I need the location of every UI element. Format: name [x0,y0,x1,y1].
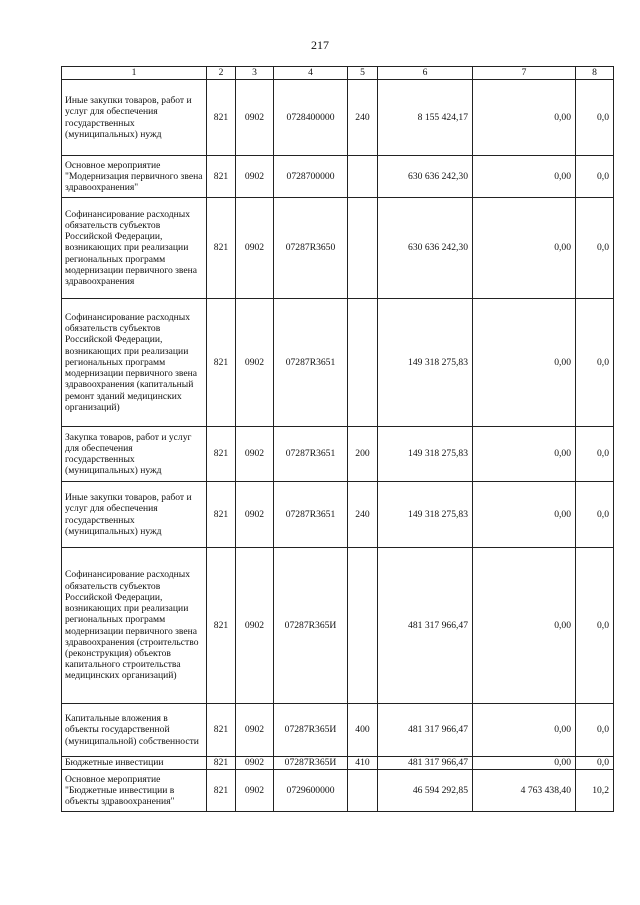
row-percent: 0,0 [576,299,614,427]
row-amount-plan: 8 155 424,17 [378,80,473,156]
row-description: Основное мероприятие "Модернизация первичного звена здравоохранения" [62,156,207,198]
row-amount-plan: 46 594 292,85 [378,770,473,812]
row-code-chapter: 821 [207,156,236,198]
row-code-type: 240 [348,482,378,548]
header-col-7: 7 [473,67,576,80]
row-description: Софинансирование расходных обязательств субъектов Российской Федерации, возникающих при реализации региональных программ модернизации первичного звена здравоохранения (строительство (реконструкция) объектов капитального строительства медицинских организаций) [62,548,207,704]
row-description: Софинансирование расходных обязательств субъектов Российской Федерации, возникающих при реализации региональных программ модернизации первичного звена здравоохранения [62,198,207,299]
row-percent: 0,0 [576,757,614,770]
row-amount-plan: 481 317 966,47 [378,704,473,757]
row-code-section: 0902 [236,198,274,299]
row-code-target: 07287R3650 [274,198,348,299]
row-percent: 0,0 [576,427,614,482]
row-amount-plan: 630 636 242,30 [378,156,473,198]
row-code-target: 07287R365И [274,704,348,757]
row-code-type: 200 [348,427,378,482]
row-code-chapter: 821 [207,80,236,156]
row-code-type [348,198,378,299]
row-amount-done: 0,00 [473,548,576,704]
row-percent: 0,0 [576,548,614,704]
row-description: Основное мероприятие "Бюджетные инвестиции в объекты здравоохранения" [62,770,207,812]
row-code-chapter: 821 [207,770,236,812]
page-number: 217 [311,38,329,52]
row-amount-plan: 149 318 275,83 [378,427,473,482]
row-description: Софинансирование расходных обязательств субъектов Российской Федерации, возникающих при реализации региональных программ модернизации первичного звена здравоохранения (капитальный ремонт зданий медицинских организаций) [62,299,207,427]
table-row [62,80,614,156]
row-code-type: 400 [348,704,378,757]
row-amount-plan: 481 317 966,47 [378,548,473,704]
row-description: Закупка товаров, работ и услуг для обеспечения государственных (муниципальных) нужд [62,427,207,482]
header-col-1: 1 [62,67,207,80]
table-row [62,427,614,482]
header-col-3: 3 [236,67,274,80]
row-code-section: 0902 [236,156,274,198]
row-code-chapter: 821 [207,482,236,548]
row-code-type [348,156,378,198]
row-amount-done: 0,00 [473,427,576,482]
row-code-target: 07287R3651 [274,482,348,548]
row-amount-done: 0,00 [473,757,576,770]
row-description: Капитальные вложения в объекты государственной (муниципальной) собственности [62,704,207,757]
row-code-section: 0902 [236,299,274,427]
row-code-target: 0729600000 [274,770,348,812]
row-percent: 0,0 [576,482,614,548]
row-description: Иные закупки товаров, работ и услуг для обеспечения государственных (муниципальных) нужд [62,482,207,548]
budget-table [61,66,614,812]
row-code-type [348,770,378,812]
row-code-chapter: 821 [207,198,236,299]
table-row [62,482,614,548]
row-code-chapter: 821 [207,548,236,704]
row-percent: 0,0 [576,80,614,156]
row-code-target: 07287R3651 [274,427,348,482]
row-amount-plan: 481 317 966,47 [378,757,473,770]
table-row [62,299,614,427]
row-amount-done: 0,00 [473,704,576,757]
row-code-section: 0902 [236,770,274,812]
row-code-target: 07287R3651 [274,299,348,427]
header-col-6: 6 [378,67,473,80]
row-amount-done: 4 763 438,40 [473,770,576,812]
row-amount-plan: 149 318 275,83 [378,299,473,427]
table-row [62,548,614,704]
row-code-target: 07287R365И [274,548,348,704]
row-code-chapter: 821 [207,704,236,757]
row-code-target: 07287R365И [274,757,348,770]
row-code-section: 0902 [236,704,274,757]
row-percent: 0,0 [576,704,614,757]
row-code-type: 410 [348,757,378,770]
row-code-section: 0902 [236,482,274,548]
header-col-4: 4 [274,67,348,80]
row-code-target: 0728700000 [274,156,348,198]
table-row [62,156,614,198]
row-code-type [348,548,378,704]
row-code-section: 0902 [236,757,274,770]
table-row [62,770,614,812]
row-amount-done: 0,00 [473,482,576,548]
row-code-target: 0728400000 [274,80,348,156]
header-row [62,67,614,80]
table-row [62,198,614,299]
row-percent: 0,0 [576,156,614,198]
row-description: Бюджетные инвестиции [62,757,207,770]
row-code-type [348,299,378,427]
header-col-8: 8 [576,67,614,80]
row-percent: 10,2 [576,770,614,812]
row-code-chapter: 821 [207,299,236,427]
row-code-chapter: 821 [207,757,236,770]
row-description: Иные закупки товаров, работ и услуг для обеспечения государственных (муниципальных) нужд [62,80,207,156]
row-percent: 0,0 [576,198,614,299]
header-col-5: 5 [348,67,378,80]
row-amount-done: 0,00 [473,156,576,198]
row-amount-plan: 149 318 275,83 [378,482,473,548]
table-row [62,757,614,770]
header-col-2: 2 [207,67,236,80]
row-amount-plan: 630 636 242,30 [378,198,473,299]
row-code-chapter: 821 [207,427,236,482]
row-code-section: 0902 [236,548,274,704]
table-row [62,704,614,757]
row-amount-done: 0,00 [473,198,576,299]
row-code-section: 0902 [236,427,274,482]
row-amount-done: 0,00 [473,299,576,427]
row-code-type: 240 [348,80,378,156]
row-code-section: 0902 [236,80,274,156]
row-amount-done: 0,00 [473,80,576,156]
